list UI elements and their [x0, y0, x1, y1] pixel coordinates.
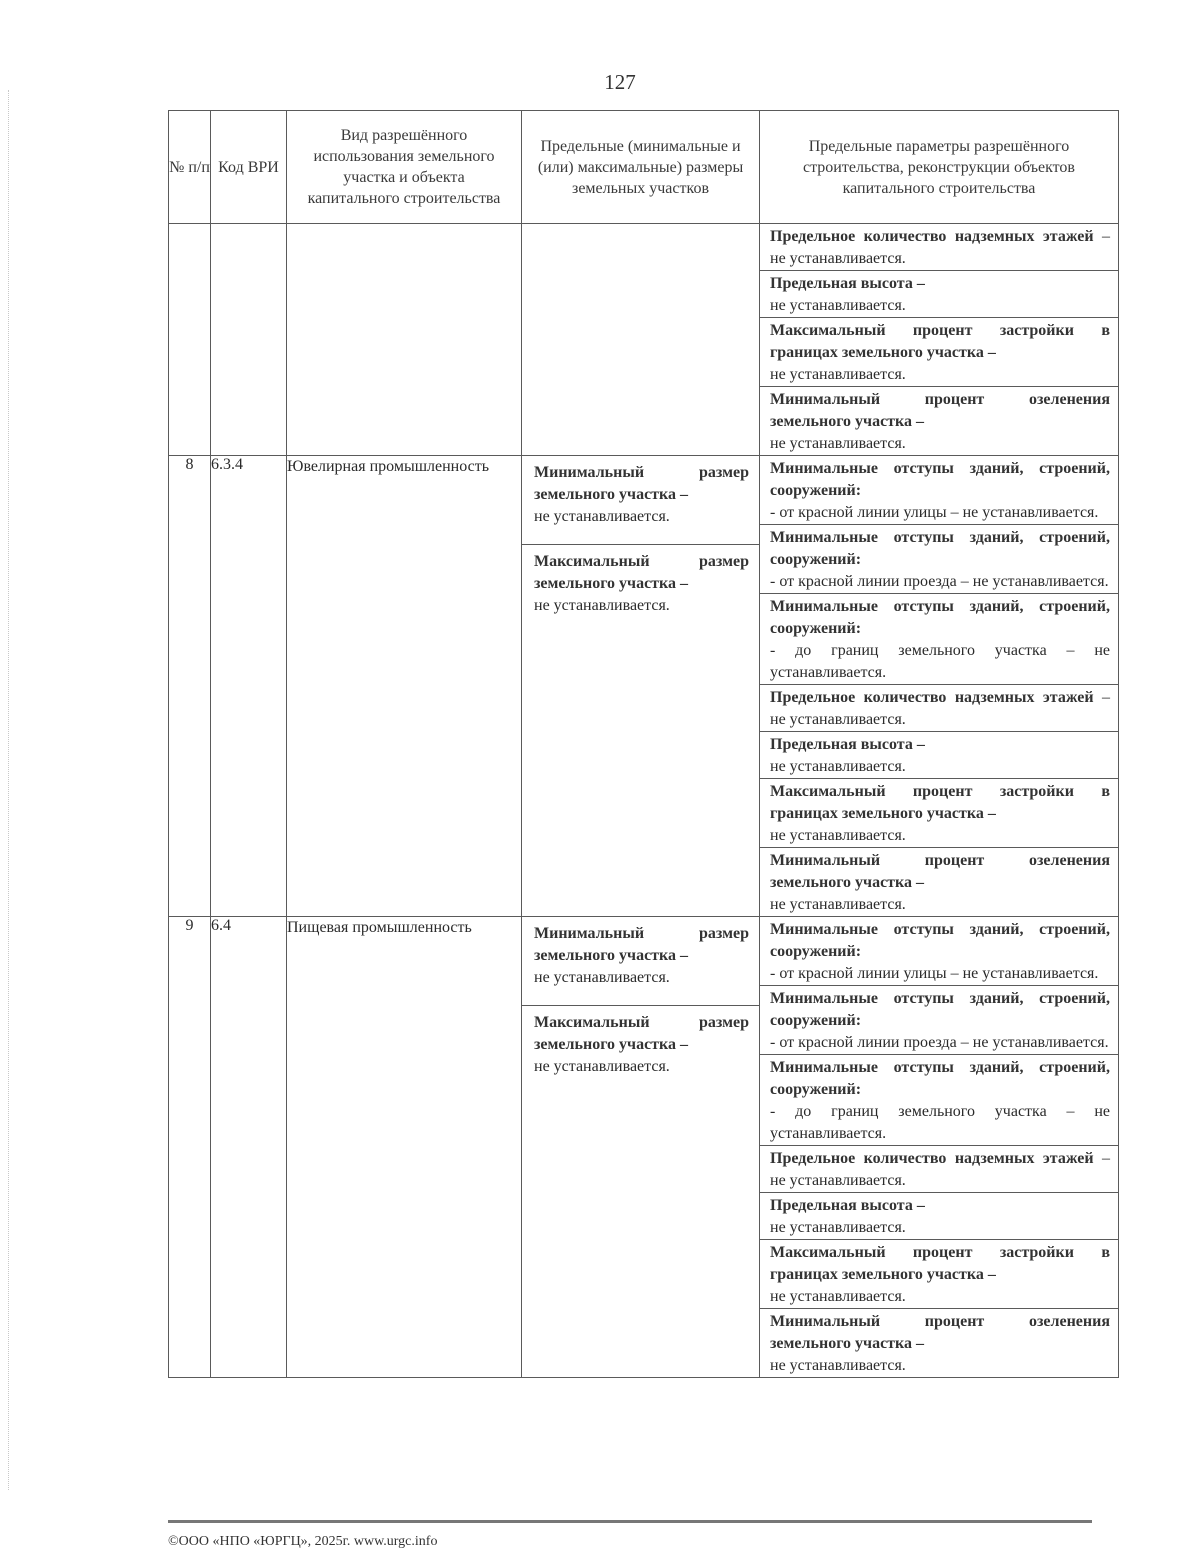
- min-size-block: Минимальный размер земельного участка – не устанавливается.: [522, 917, 759, 1006]
- param-block: Предельное количество надземных этажей – не устанавливается.: [760, 685, 1118, 732]
- cell-params: [760, 224, 1119, 456]
- page-number: 127: [604, 70, 636, 94]
- header-sizes: Предельные (минимальные и (или) максимальные) размеры земельных участков: [522, 111, 760, 224]
- row-number: 8: [169, 456, 211, 917]
- header-kind: Вид разрешённого использования земельного участка и объекта капитального строительства: [287, 111, 522, 224]
- max-size-block: Максимальный размер земельного участка – не устанавливается.: [534, 553, 749, 614]
- param-block: Максимальный процент застройки в границах земельного участка – не устанавливается.: [760, 779, 1118, 848]
- min-size-block: Минимальный размер земельного участка – не устанавливается.: [522, 456, 759, 545]
- cell-sizes: [522, 224, 760, 456]
- cell-kind: [287, 224, 522, 456]
- param-block: Предельная высота – не устанавливается.: [760, 271, 1118, 318]
- cell-code: [211, 224, 287, 456]
- param-block: Минимальные отступы зданий, строений, сооружений: - от красной линии проезда – не устанавливается.: [760, 525, 1118, 594]
- param-block: Предельная высота – не устанавливается.: [760, 1193, 1118, 1240]
- vri-code: 6.4: [211, 917, 287, 1378]
- param-block: Предельное количество надземных этажей – не устанавливается.: [760, 1146, 1118, 1193]
- cell-params: [760, 456, 1119, 917]
- param-block: Минимальные отступы зданий, строений, сооружений: - от красной линии улицы – не устанавливается.: [760, 917, 1118, 986]
- param-block: Предельная высота – не устанавливается.: [760, 732, 1118, 779]
- param-block: Минимальные отступы зданий, строений, сооружений: - до границ земельного участка – не устанавливается.: [760, 594, 1118, 685]
- cell-num: [169, 224, 211, 456]
- param-block: Предельное количество надземных этажей – не устанавливается.: [760, 224, 1118, 271]
- table-row: [169, 917, 1119, 1378]
- vri-code: 6.3.4: [211, 456, 287, 917]
- footer-copyright: ©ООО «НПО «ЮРГЦ», 2025г. www.urgc.info: [168, 1534, 438, 1549]
- cell-sizes: [522, 917, 760, 1378]
- param-block: Максимальный процент застройки в границах земельного участка – не устанавливается.: [760, 318, 1118, 387]
- usage-kind: Пищевая промышленность: [287, 917, 522, 1378]
- header-num: № п/п: [169, 111, 211, 224]
- regulations-table: [168, 110, 1119, 1378]
- param-block: Минимальный процент озеленения земельного участка – не устанавливается.: [770, 852, 1110, 913]
- cell-sizes: [522, 456, 760, 917]
- footer-rule: [168, 1520, 1092, 1523]
- param-block: Минимальный процент озеленения земельного участка – не устанавливается.: [770, 391, 1110, 452]
- header-code: Код ВРИ: [211, 111, 287, 224]
- param-block: Минимальный процент озеленения земельного участка – не устанавливается.: [770, 1313, 1110, 1374]
- scan-margin-dots: [8, 90, 10, 1490]
- param-block: Максимальный процент застройки в границах земельного участка – не устанавливается.: [760, 1240, 1118, 1309]
- param-block: Минимальные отступы зданий, строений, сооружений: - от красной линии улицы – не устанавливается.: [760, 456, 1118, 525]
- header-params: Предельные параметры разрешённого строительства, реконструкции объектов капитального строительства: [760, 111, 1119, 224]
- param-block: Минимальные отступы зданий, строений, сооружений: - до границ земельного участка – не устанавливается.: [760, 1055, 1118, 1146]
- row-number: 9: [169, 917, 211, 1378]
- table-row: [169, 456, 1119, 917]
- usage-kind: Ювелирная промышленность: [287, 456, 522, 917]
- table-header-row: [169, 111, 1119, 224]
- max-size-block: Максимальный размер земельного участка – не устанавливается.: [534, 1014, 749, 1075]
- param-block: Минимальные отступы зданий, строений, сооружений: - от красной линии проезда – не устанавливается.: [760, 986, 1118, 1055]
- table-row-continuation: [169, 224, 1119, 456]
- cell-params: [760, 917, 1119, 1378]
